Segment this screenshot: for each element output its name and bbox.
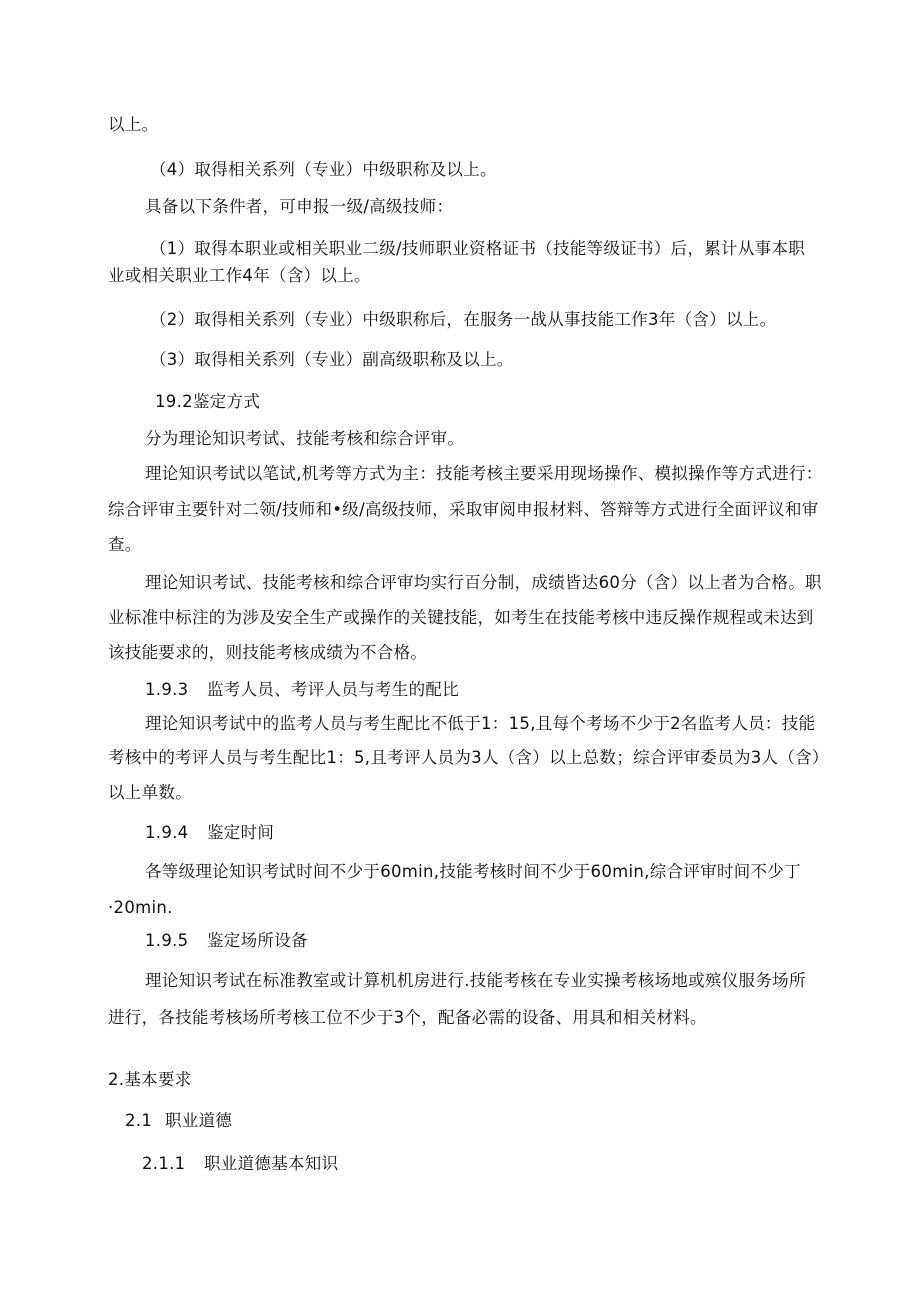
section-heading — [145, 679, 459, 701]
chapter-heading: 2.基本要求 — [108, 1070, 192, 1089]
paragraph-line: 理论知识考试以笔试,机考等方式为主：技能考核主要采用现场操作、模拟操作等方式进行： — [145, 464, 823, 483]
section-heading — [145, 822, 274, 844]
section-heading — [145, 930, 308, 952]
paragraph-line: 查。 — [108, 535, 142, 554]
paragraph-line: 分为理论知识考试、技能考核和综合评审。 — [145, 429, 465, 448]
paragraph-line: 综合评审主要针对二领/技师和•级/高级技师，采取审阅申报材料、答辩等方式进行全面评议和审 — [108, 500, 819, 519]
section-number: 2.1.1 — [142, 1154, 186, 1173]
section-title: 鉴定场所设备 — [207, 931, 308, 950]
section-number: 1.9.4 — [145, 823, 189, 842]
subsection-heading — [142, 1153, 338, 1175]
section-title: 监考人员、考评人员与考生的配比 — [207, 680, 459, 699]
paragraph-line: 理论知识考试中的监考人员与考生配比不低于1：15,且每个考场不少于2名监考人员：技能 — [145, 714, 816, 733]
section-title: 职业道德基本知识 — [204, 1154, 339, 1173]
section-heading: 19.2鉴定方式 — [155, 392, 261, 411]
paragraph-line: 理论知识考试在标准教室或计算机机房进行.技能考核在专业实操考核场地或殡仪服务场所 — [145, 971, 806, 990]
paragraph-line: 该技能要求的，则技能考核成绩为不合格。 — [108, 643, 428, 662]
paragraph-line: 理论知识考试、技能考核和综合评审均实行百分制，成绩皆达60分（含）以上者为合格。职 — [145, 573, 822, 592]
paragraph-line: 各等级理论知识考试时间不少于60min,技能考核时间不少于60min,综合评审时间不少丁 — [145, 862, 801, 881]
list-item-2: （2）取得相关系列（专业）中级职称后，在服务一战从事技能工作3年（含）以上。 — [150, 310, 777, 329]
section-heading — [125, 1110, 232, 1132]
paragraph-line: 业标准中标注的为涉及安全生产或操作的关键技能，如考生在技能考核中违反操作规程或未达到 — [108, 608, 814, 627]
section-title: 鉴定时间 — [207, 823, 275, 842]
section-number: 2.1 — [125, 1111, 153, 1130]
paragraph-line: 进行，各技能考核场所考核工位不少于3个，配备必需的设备、用具和相关材料。 — [108, 1008, 707, 1027]
paragraph-line: 考核中的考评人员与考生配比1：5,且考评人员为3人（含）以上总数；综合评审委员为3人（含） — [108, 748, 829, 767]
list-item-4: （4）取得相关系列（专业）中级职称及以上。 — [150, 160, 497, 179]
section-number: 1.9.5 — [145, 931, 189, 950]
text-line: 业或相关职业工作4年（含）以上。 — [108, 266, 371, 285]
text-line: 以上。 — [108, 115, 159, 134]
list-item-1: （1）取得本职业或相关职业二级/技师职业资格证书（技能等级证书）后，累计从事本职 — [150, 239, 806, 258]
section-number: 1.9.3 — [145, 680, 189, 699]
list-item-3: （3）取得相关系列（专业）副高级职称及以上。 — [150, 350, 514, 369]
text-line: 具备以下条件者，可申报一级/高级技师： — [145, 197, 454, 216]
paragraph-line: ·20min. — [108, 898, 173, 917]
paragraph-line: 以上单数。 — [108, 783, 192, 802]
section-title: 职业道德 — [165, 1111, 233, 1130]
